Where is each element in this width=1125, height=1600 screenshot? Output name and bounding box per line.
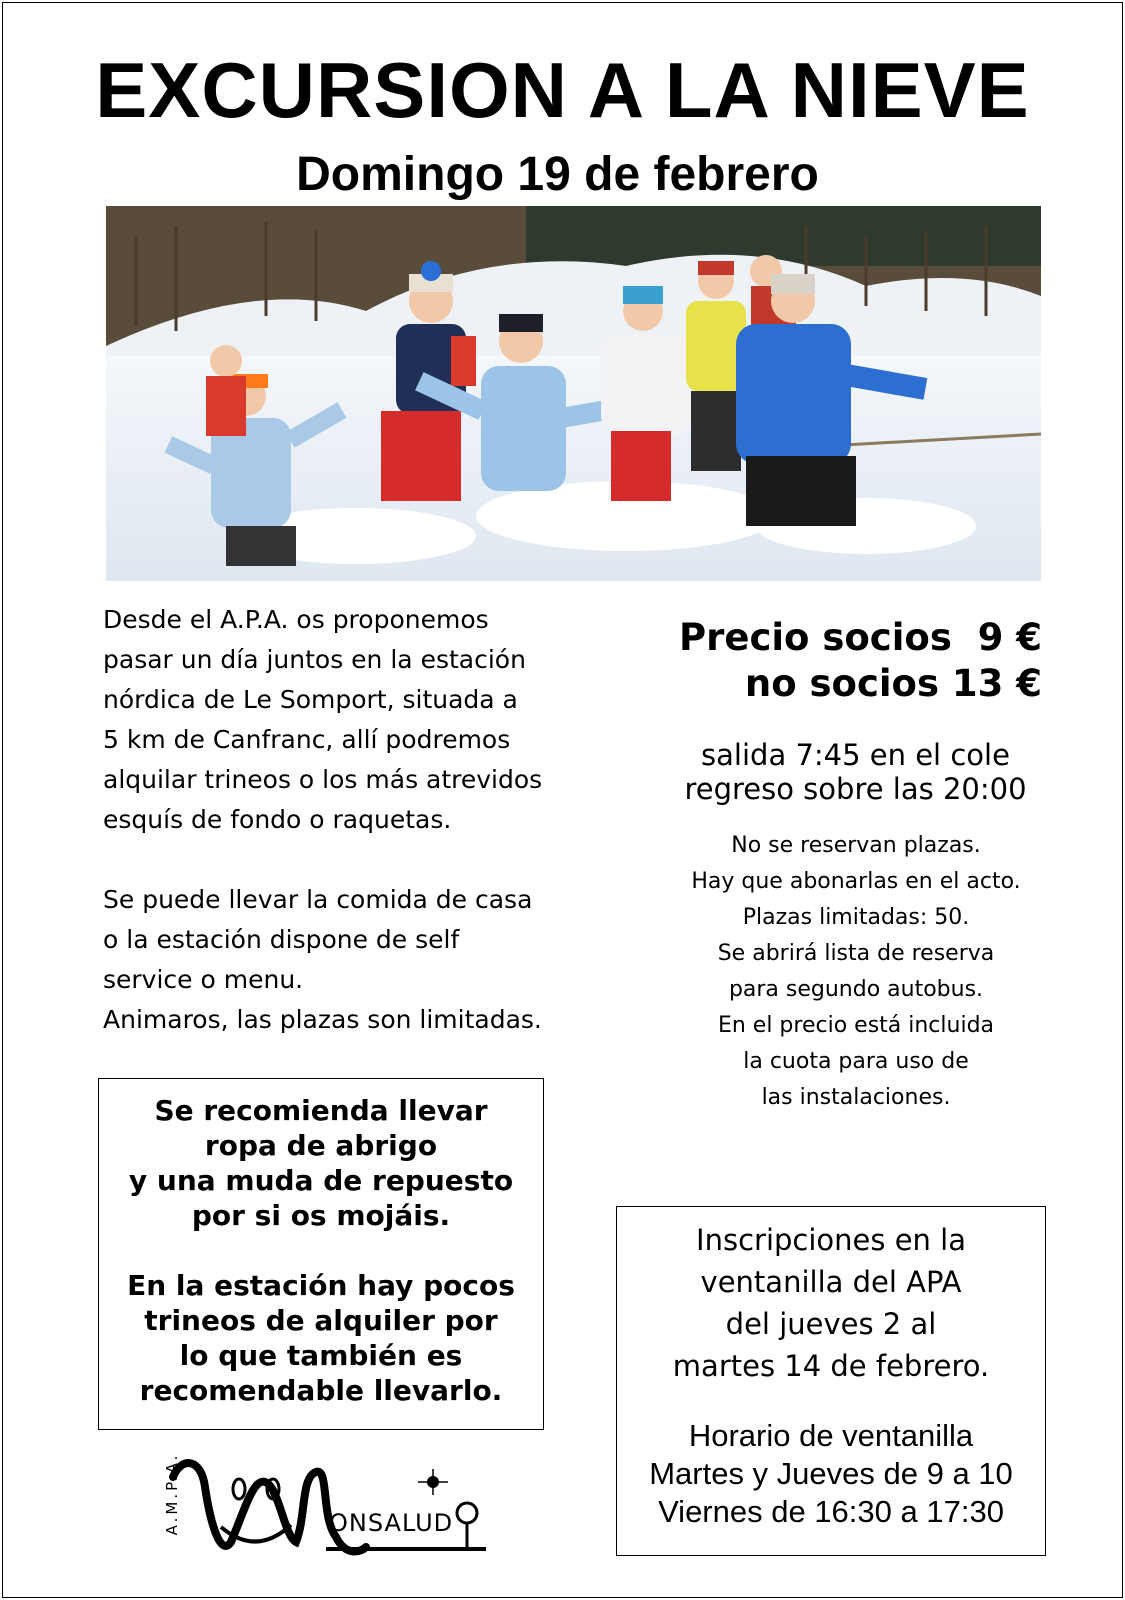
note-line: Se abrirá lista de reserva: [717, 941, 995, 966]
registration-box: [616, 1206, 1046, 1556]
note-line: la cuota para uso de: [743, 1049, 969, 1074]
hours-line: Martes y Jueves de 9 a 10: [649, 1456, 1013, 1491]
intro-line: o la estación dispone de self: [103, 925, 460, 954]
registration-info: [617, 1207, 1045, 1387]
hours-line: Viernes de 16:30 a 17:30: [658, 1494, 1004, 1529]
recommendation-line: recomendable llevarlo.: [139, 1374, 503, 1407]
recommendation-line: lo que también es: [179, 1339, 463, 1372]
intro-line: service o menu.: [103, 965, 304, 994]
recommendation-line: En la estación hay pocos: [127, 1269, 515, 1302]
recommendation-line: por si os mojáis.: [191, 1199, 451, 1232]
note-line: En el precio está incluida: [717, 1013, 995, 1038]
intro-text: [103, 600, 623, 1080]
recommendation-box: [98, 1078, 544, 1430]
intro-line: Animaros, las plazas son limitadas.: [103, 1005, 542, 1034]
intro-line: Desde el A.P.A. os proponemos: [103, 605, 489, 634]
registration-line: ventanilla del APA: [700, 1265, 962, 1299]
return-time: regreso sobre las 20:00: [684, 772, 1027, 806]
flyer-page: [2, 2, 1123, 1598]
recommendation-line: Se recomienda llevar: [154, 1094, 488, 1127]
price-non-members: no socios 13 €: [744, 662, 1042, 705]
intro-paragraph-2: [103, 880, 623, 1040]
hours-line: Horario de ventanilla: [688, 1418, 974, 1453]
children-playing-in-snow-photo: [106, 206, 1041, 581]
registration-line: Inscripciones en la: [696, 1223, 966, 1257]
note-line: Plazas limitadas: 50.: [742, 905, 970, 930]
note-line: Hay que abonarlas en el acto.: [691, 869, 1021, 894]
intro-line: 5 km de Canfranc, allí podremos: [103, 725, 511, 754]
intro-line: pasar un día juntos en la estación: [103, 645, 526, 674]
recommendation-paragraph-1: [99, 1093, 543, 1233]
page-title: EXCURSION A LA NIEVE: [95, 46, 1030, 134]
ampa-monsalud-logo: [161, 1447, 491, 1577]
price-members: Precio socios 9 €: [678, 616, 1042, 659]
office-hours: [617, 1417, 1045, 1531]
registration-line: del jueves 2 al: [725, 1307, 937, 1341]
intro-line: nórdica de Le Somport, situada a: [103, 685, 518, 714]
note-line: las instalaciones.: [761, 1085, 951, 1110]
intro-line: alquilar trineos o los más atrevidos: [103, 765, 543, 794]
intro-line: Se puede llevar la comida de casa: [103, 885, 533, 914]
recommendation-line: y una muda de repuesto: [128, 1164, 514, 1197]
departure-time: salida 7:45 en el cole: [701, 738, 1010, 772]
intro-paragraph-1: [103, 600, 623, 840]
note-line: No se reservan plazas.: [731, 833, 981, 858]
logo-name: ONSALUD: [329, 1509, 454, 1537]
price-block: [679, 615, 1042, 707]
registration-line: martes 14 de febrero.: [672, 1349, 990, 1383]
recommendation-line: trineos de alquiler por: [144, 1304, 498, 1337]
event-date: Domingo 19 de febrero: [296, 148, 819, 201]
notes-block: [651, 828, 1061, 1116]
logo-ampa-label: A.M.P.A.: [163, 1452, 181, 1536]
intro-line: esquís de fondo o raquetas.: [103, 805, 452, 834]
recommendation-line: ropa de abrigo: [204, 1129, 438, 1162]
recommendation-paragraph-2: [99, 1268, 543, 1408]
note-line: para segundo autobus.: [728, 977, 984, 1002]
schedule-block: [633, 738, 1078, 806]
